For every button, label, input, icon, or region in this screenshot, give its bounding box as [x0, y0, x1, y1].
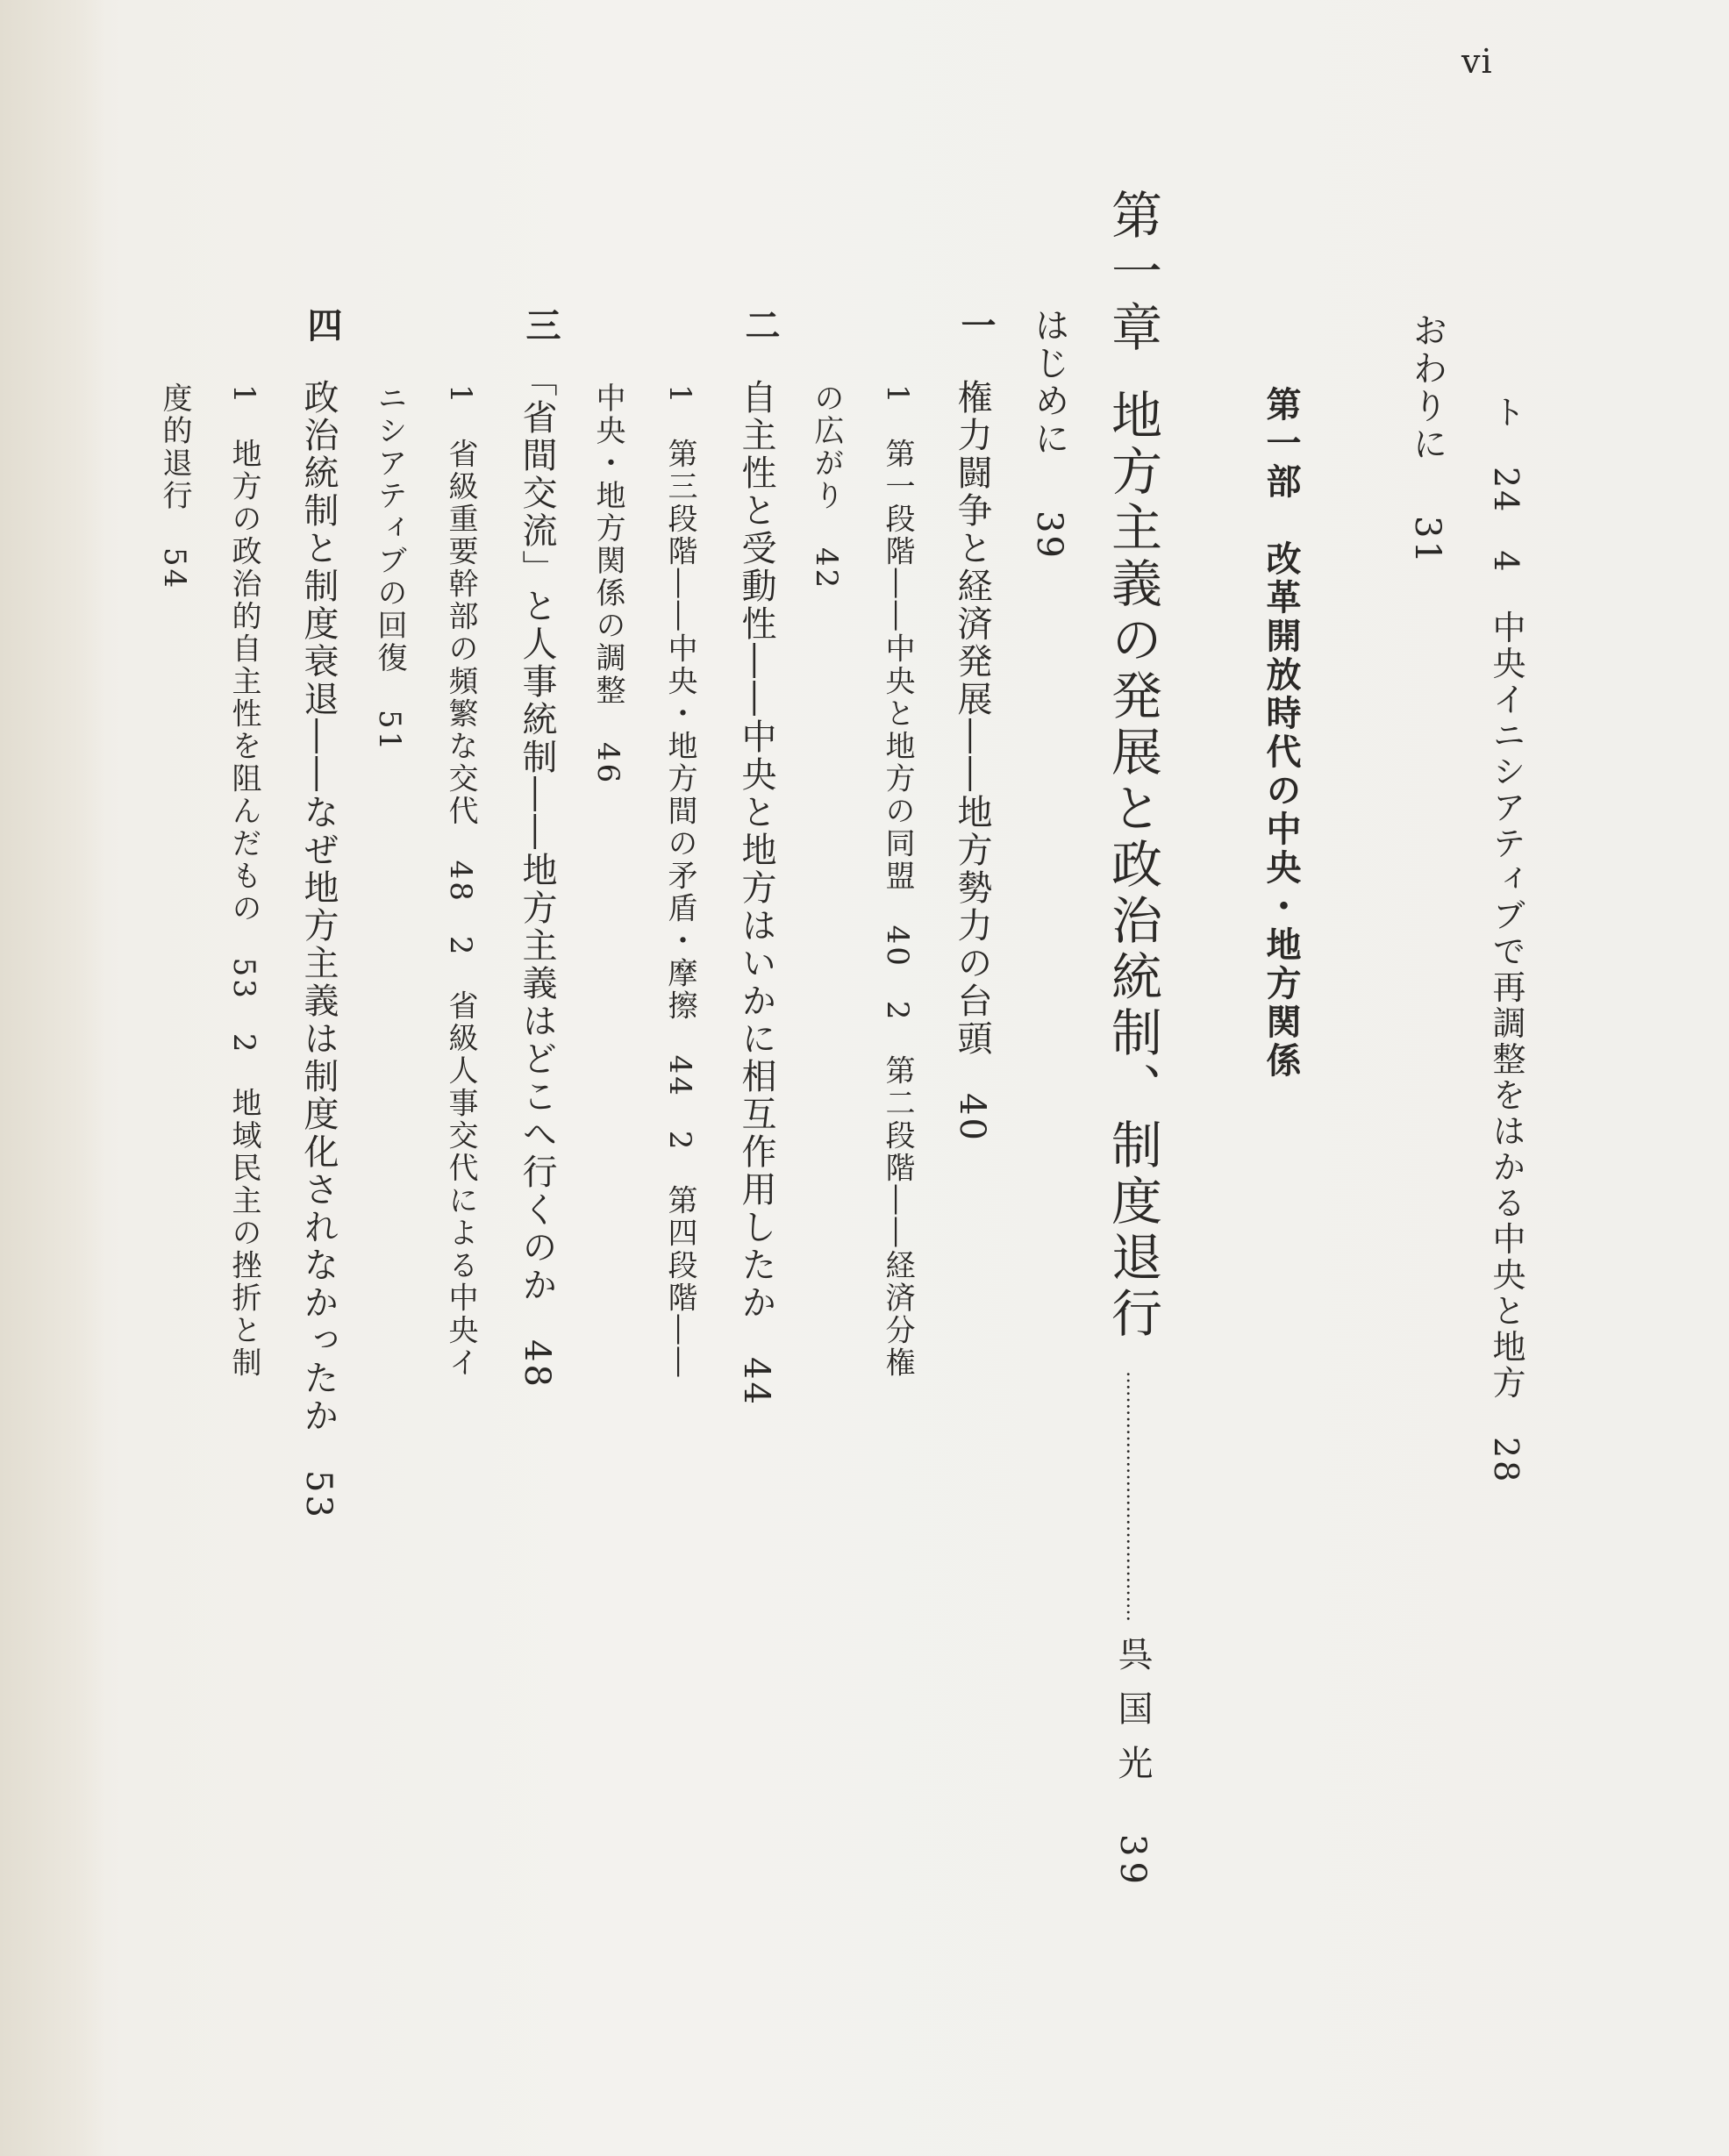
toc-entry-text: 度的退行 [157, 382, 192, 512]
section-1-subentries-cont [809, 382, 844, 591]
toc-entry-text: 自主性と受動性――中央と地方はいかに相互作用したか [736, 379, 776, 1322]
section-1-subentries: 1 第一段階――中央と地方の同盟 40 2 第二段階――経済分権 [880, 384, 915, 1380]
section-2-subentries-cont [590, 382, 625, 786]
toc-entry-owarini [1407, 312, 1447, 566]
toc-entry-text: の広がり [809, 382, 844, 512]
toc-entry-text: おわりに [1407, 312, 1447, 463]
author-name: 呉国光 [1112, 1636, 1153, 1799]
toc-entry-text: 「省間交流」と人事統制――地方主義はどこへ行くのか [517, 361, 557, 1304]
toc-page-number: 42 [809, 547, 844, 591]
page-number: vi [1461, 42, 1493, 81]
section-number-3: 三 [520, 307, 561, 345]
toc-entry-continuation [1487, 395, 1525, 1484]
section-3-subentries: 1 省級重要幹部の頻繁な交代 48 2 省級人事交代による中央イ [443, 384, 478, 1380]
toc-entry-text: ニシアティブの回復 [372, 382, 407, 675]
toc-page-number: 39 [1112, 1834, 1153, 1889]
toc-page-number: 54 [157, 547, 192, 591]
toc-page-number: 51 [372, 710, 407, 753]
toc-page-number: 53 [298, 1470, 339, 1520]
leader-dots: ………………………………… [1122, 1371, 1144, 1622]
section-1-title [954, 379, 990, 1143]
toc-page-number: 39 [1029, 510, 1069, 560]
section-2-title [736, 379, 776, 1407]
chapter-heading [1103, 189, 1162, 1889]
toc-page-number: 44 [736, 1357, 776, 1407]
toc-entry-text: はじめに [1029, 307, 1069, 458]
section-3-subentries-cont [372, 382, 407, 753]
toc-entry-text: ト 24 4 中央イニシアティブで再調整をはかる中央と地方 [1487, 395, 1525, 1402]
toc-page-number: 48 [517, 1339, 557, 1389]
section-4-title [298, 379, 339, 1520]
toc-entry-text: 政治統制と制度衰退――なぜ地方主義は制度化されなかったか [298, 379, 339, 1435]
section-number-4: 四 [302, 307, 342, 345]
toc-page-number: 31 [1407, 516, 1447, 566]
section-4-subentries: 1 地方の政治的自主性を阻んだもの 53 2 地域民主の挫折と制 [226, 384, 261, 1380]
book-spine-shadow [0, 0, 105, 2156]
toc-entry-text: 権力闘争と経済発展――地方勢力の台頭 [952, 379, 992, 1058]
section-number-2: 二 [739, 307, 780, 345]
chapter-title: 地方主義の発展と政治統制、制度退行 [1103, 389, 1162, 1343]
section-3-title [517, 361, 557, 1389]
toc-entry-hajimeni [1029, 307, 1069, 560]
chapter-number: 第一章 [1103, 189, 1162, 357]
part-heading: 第一部 改革開放時代の中央・地方関係 [1261, 386, 1301, 1081]
section-4-subentries-cont [157, 382, 192, 591]
section-2-subentries: 1 第三段階――中央・地方間の矛盾・摩擦 44 2 第四段階―― [662, 384, 697, 1380]
section-number-1: 一 [955, 307, 996, 345]
toc-entry-text: 中央・地方関係の調整 [590, 382, 625, 707]
toc-page-number: 40 [952, 1093, 992, 1143]
toc-page-number: 46 [590, 742, 625, 786]
toc-page-number: 28 [1487, 1436, 1525, 1484]
